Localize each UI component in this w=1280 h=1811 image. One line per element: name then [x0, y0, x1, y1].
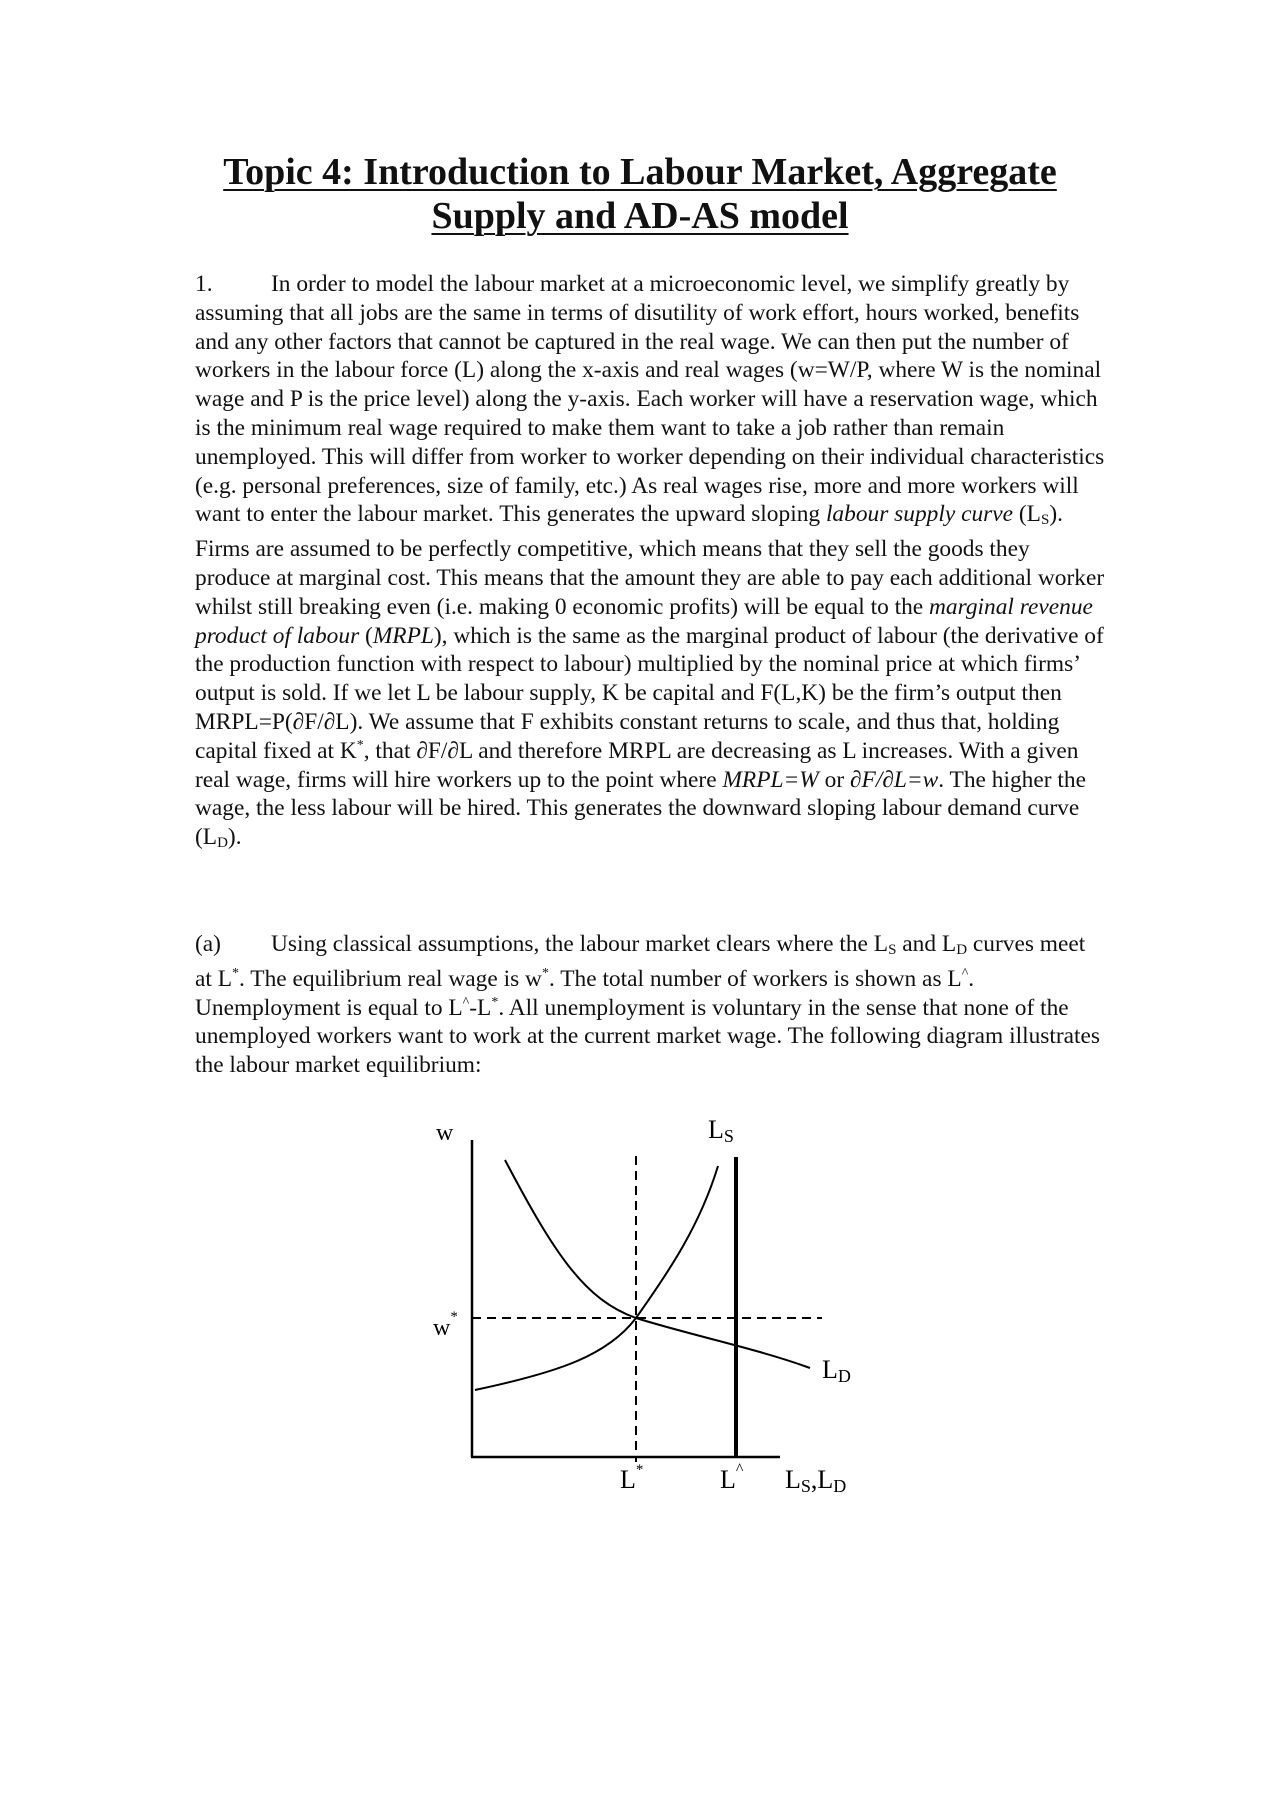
subscript: S [888, 942, 897, 958]
text-run: or [818, 766, 850, 793]
text-run: curves meet at L [195, 931, 1086, 992]
paragraph-number: 1. [195, 271, 213, 297]
italic-term: MRPL=W [722, 766, 819, 793]
text-run: ( [359, 622, 373, 649]
text-run: . The equilibrium real wage is w [239, 965, 542, 992]
labour-supply-curve [475, 1166, 718, 1390]
italic-term: labour supply curve [825, 501, 1014, 528]
paragraph-a [195, 930, 1105, 1080]
superscript: * [541, 966, 549, 981]
labour-demand-curve [505, 1160, 810, 1368]
text-run: and L [896, 931, 957, 957]
ls-curve-label: LS [708, 1115, 734, 1146]
text-run: , that ∂F/∂L and therefore MRPL are decreasing as L increases. With a given real wage, firms will hire workers up to the point where [195, 737, 1079, 793]
text-run: . Unemployment is equal to L [195, 965, 975, 1021]
subscript: D [956, 942, 968, 958]
subscript: S [1040, 512, 1050, 529]
y-axis-label: w [436, 1120, 454, 1146]
text-run: Using classical assumptions, the labour market clears where the L [271, 931, 889, 957]
paragraph-1 [195, 270, 1105, 858]
ld-curve-label: LD [822, 1355, 851, 1386]
italic-term: marginal revenue product of labour [195, 593, 1093, 649]
page-title [150, 150, 1130, 238]
text-run: . The higher the wage, the less labour will be hired. This generates the downward sloping labour demand curve (L [195, 766, 1086, 851]
superscript: * [356, 737, 364, 753]
superscript: * [232, 966, 240, 981]
x-axis-label: LS,LD [785, 1465, 847, 1496]
superscript: * [491, 994, 499, 1010]
italic-term: MRPL [372, 622, 434, 649]
text-run: In order to model the labour market at a microeconomic level, we simplify greatly by assuming that all jobs are the same in terms of disutility of work effort, hours worked, benefits and any other factors that cannot be captured in the real wage. We can then put the number of workers in the labour force (L) along the x-axis and real wages (w=W/P, where W is the nominal wage and P is the price level) along the y-axis. Each worker will have a reservation wage, which is the minimum real wage required to make them want to take a job rather than remain unemployed. This will differ from worker to worker depending on their individual characteristics (e.g. personal preferences, size of family, etc.) As real wages rise, more and more workers will want to enter the labour market. This generates the upward sloping [195, 271, 1105, 528]
text-run: (L [1013, 501, 1041, 528]
text-run: -L [469, 994, 492, 1021]
text-run: ). [227, 824, 242, 851]
text-run: ), which is the same as the marginal product of labour (the derivative of the production function with respect to labour) multiplied by the nominal price at which firms’ output is sold. If we let L be labour supply, K be capital and F(L,K) be the firm’s output then MRPL=P(∂F/∂L). We assume that F exhibits constant returns to scale, and thus that, holding capital fixed at K [195, 622, 1104, 764]
superscript: ^ [462, 994, 470, 1010]
text-run: . All unemployment is voluntary in the sense that none of the unemployed workers want to work at the current market wage. The following diagram illustrates the labour market equilibrium: [195, 994, 1101, 1079]
text-run: . The total number of workers is shown as L [548, 965, 962, 992]
italic-term: ∂F/∂L=w [849, 766, 939, 793]
superscript: ^ [961, 966, 969, 981]
l-hat-label: L^ [720, 1461, 744, 1494]
paragraph-number: (a) [195, 931, 221, 957]
title-line-1: Topic 4: Introduction to Labour Market, Aggregate [223, 151, 1057, 193]
subscript: D [217, 835, 228, 852]
w-star-label: w* [433, 1309, 458, 1341]
title-line-2: Supply and AD-AS model [431, 195, 849, 237]
text-run: ). Firms are assumed to be perfectly competitive, which means that they sell the goods they produce at marginal cost. This means that the amount they are able to pay each additional worker whilst still breaking even (i.e. making 0 economic profits) will be equal to the [195, 501, 1105, 620]
l-star-label: L* [620, 1462, 644, 1494]
